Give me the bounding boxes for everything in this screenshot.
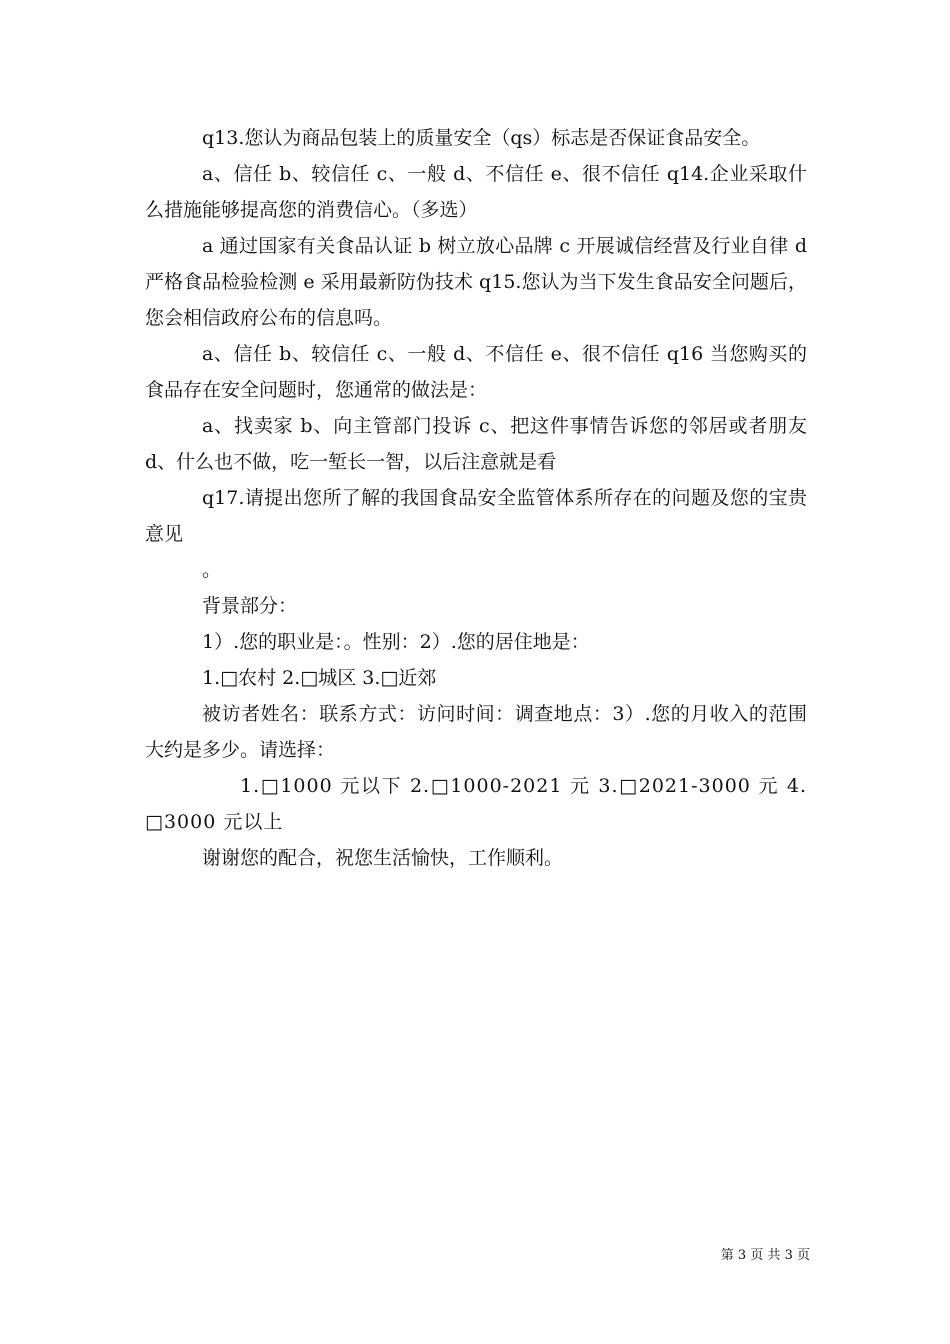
- closing-thanks: 谢谢您的配合，祝您生活愉快，工作顺利。: [202, 847, 564, 869]
- question-q17: q17.请提出您所了解的我国食品安全监管体系所存在的问题及您的宝贵意见: [145, 487, 807, 545]
- income-options: 1.□1000 元以下 2.□1000-2021 元 3.□2021-3000 元 4.□3000 元以上: [145, 775, 807, 833]
- answer-options-q14-question-q15: a 通过国家有关食品认证 b 树立放心品牌 c 开展诚信经营及行业自律 d 严格食品检验检测 e 采用最新防伪技术 q15.您认为当下发生食品安全问题后，您会相信政府公布的信息吗。: [145, 235, 807, 329]
- page-number-footer: 第 3 页 共 3 页: [720, 1248, 810, 1263]
- document-body: [145, 120, 807, 876]
- section-heading-background: 背景部分：: [202, 595, 298, 617]
- answer-options-q13-question-q14: a、信任 b、较信任 c、一般 d、不信任 e、很不信任 q14.企业采取什么措施能够提高您的消费信心。（多选）: [145, 163, 807, 221]
- answer-options-q15-question-q16: a、信任 b、较信任 c、一般 d、不信任 e、很不信任 q16 当您购买的食品存在安全问题时，您通常的做法是：: [145, 343, 807, 401]
- question-q13: q13.您认为商品包装上的质量安全（qs）标志是否保证食品安全。: [202, 127, 761, 149]
- answer-options-q16: a、找卖家 b、向主管部门投诉 c、把这件事情告诉您的邻居或者朋友 d、什么也不做，吃一堑长一智，以后注意就是看: [145, 415, 807, 473]
- interviewee-info-income-question: 被访者姓名：联系方式：访问时间：调查地点：3）.您的月收入的范围大约是多少。请选择：: [145, 703, 807, 761]
- answer-blank-q17: 。: [202, 559, 222, 581]
- residence-options: 1.□农村 2.□城区 3.□近郊: [202, 667, 437, 689]
- background-occupation-gender: 1）.您的职业是：。性别：2）.您的居住地是：: [202, 631, 590, 653]
